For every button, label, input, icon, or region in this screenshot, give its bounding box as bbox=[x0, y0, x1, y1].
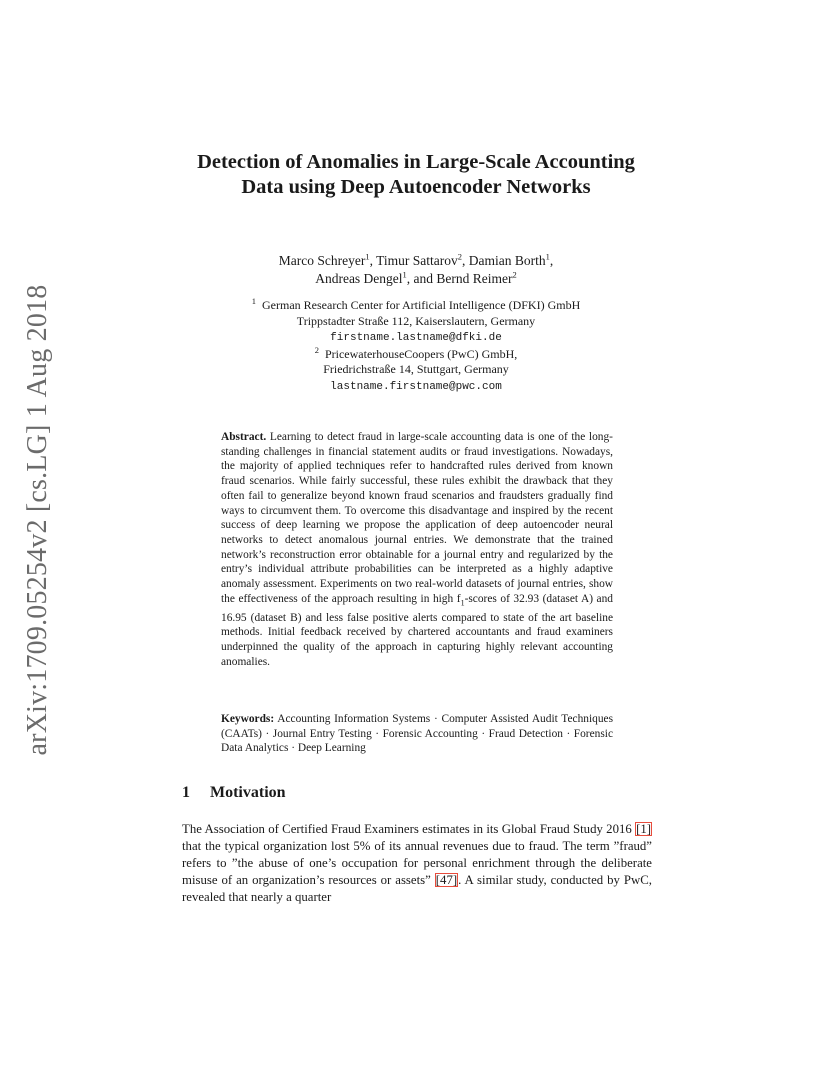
body-text: . A similar study, conducted by PwC, revealed that nearly a quarter bbox=[182, 873, 653, 904]
affiliation-2 bbox=[180, 344, 652, 396]
affiliation-org: German Research Center for Artificial Intelligence (DFKI) GmbH bbox=[262, 298, 581, 312]
section-number: 1 bbox=[182, 784, 190, 801]
author-name: and Bernd Reimer bbox=[413, 271, 513, 286]
keywords-text: Accounting Information Systems · Computer Assisted Audit Techniques (CAATs) · Journal Entry Testing · Forensic Accounting · Fraud Detection · Forensic Data Analytics · Deep Learning bbox=[221, 713, 614, 755]
affiliation-address: Trippstadter Straße 112, Kaiserslautern, Germany bbox=[296, 313, 536, 328]
abstract-label: Abstract. bbox=[221, 431, 267, 443]
affiliation-email: lastname.firstname@pwc.com bbox=[330, 380, 502, 393]
arxiv-identifier: arXiv:1709.05254v2 [cs.LG] 1 Aug 2018 bbox=[22, 284, 53, 756]
section-heading bbox=[182, 784, 286, 802]
author-name: Damian Borth bbox=[468, 253, 546, 268]
author-affiliation-mark: 1 bbox=[402, 269, 407, 280]
abstract bbox=[221, 430, 613, 670]
abstract-subscript: 1 bbox=[460, 598, 465, 608]
author-name: Marco Schreyer bbox=[278, 253, 366, 268]
affiliation-address: Friedrichstraße 14, Stuttgart, Germany bbox=[323, 362, 509, 376]
body-text: The Association of Certified Fraud Examiners estimates in its Global Fraud Study 2016 bbox=[182, 822, 632, 836]
abstract-text: Learning to detect fraud in large-scale accounting data is one of the long-standing challenges in financial statement audits or fraud investigations. Nowadays, the majority of applied techniques refer to handcrafted rules derived from known fraud scenarios. While fairly successful, these rules exhibit the drawback that they often fail to generalize beyond known fraud scenarios and fraudsters gradually find ways to circumvent them. To overcome this disadvantage and inspired by the recent success of deep learning we propose the application of deep autoencoder neural networks to detect anomalous journal entries. We demonstrate that the trained network’s reconstruction error obtainable for a journal entry and regularized by the entry’s individual attribute probabilities can be interpreted as a highly adaptive anomaly assessment. Experiments on two real-world datasets of journal entries, show the effectiveness of the approach resulting in high f bbox=[221, 431, 613, 605]
author-affiliation-mark: 2 bbox=[512, 269, 517, 280]
citation-link[interactable]: [1] bbox=[636, 822, 651, 836]
section-title: Motivation bbox=[210, 784, 286, 801]
body-paragraph bbox=[182, 821, 652, 906]
affiliation-mark: 2 bbox=[314, 344, 319, 355]
keywords bbox=[221, 712, 613, 756]
affiliation-org: PricewaterhouseCoopers (PwC) GmbH, bbox=[324, 346, 518, 361]
affiliation-mark: 1 bbox=[251, 296, 257, 306]
author-affiliation-mark: 2 bbox=[457, 251, 462, 262]
arxiv-sidebar bbox=[18, 284, 58, 756]
author-list: Marco Schreyer$^1$, Timur Sattarov$^2$, Damian Borth$^1$, Andreas Dengel$^1$, and Bernd Reimer$^2$ bbox=[278, 251, 554, 286]
citation-link[interactable]: [47] bbox=[435, 873, 458, 887]
author-name: Timur Sattarov bbox=[376, 253, 458, 268]
abstract-text-continued: -scores of 32.93 (dataset A) and 16.95 (dataset B) and less false positive alerts compared to state of the art baseline methods. Initial feedback received by chartered accountants and fraud examiners underpinned the quality of the approach in capturing highly relevant accounting anomalies. bbox=[221, 592, 613, 668]
keywords-label: Keywords: bbox=[221, 713, 275, 725]
author-affiliation-mark: 1 bbox=[545, 251, 550, 262]
author-affiliation-mark: 1 bbox=[365, 251, 370, 262]
affiliation-1 bbox=[180, 298, 652, 347]
affiliations bbox=[180, 298, 652, 395]
affiliation-email: firstname.lastname@dfki.de bbox=[330, 332, 502, 344]
paper-title: Detection of Anomalies in Large-Scale Accounting Data using Deep Autoencoder Networks bbox=[197, 151, 635, 198]
body-text: that the typical organization lost 5% of its annual revenues due to fraud. The term ”fraud” refers to ”the abuse of one’s occupation for personal enrichment through the deliberate misuse of an organization’s resources or assets” bbox=[182, 839, 652, 887]
author-name: Andreas Dengel bbox=[315, 271, 403, 286]
